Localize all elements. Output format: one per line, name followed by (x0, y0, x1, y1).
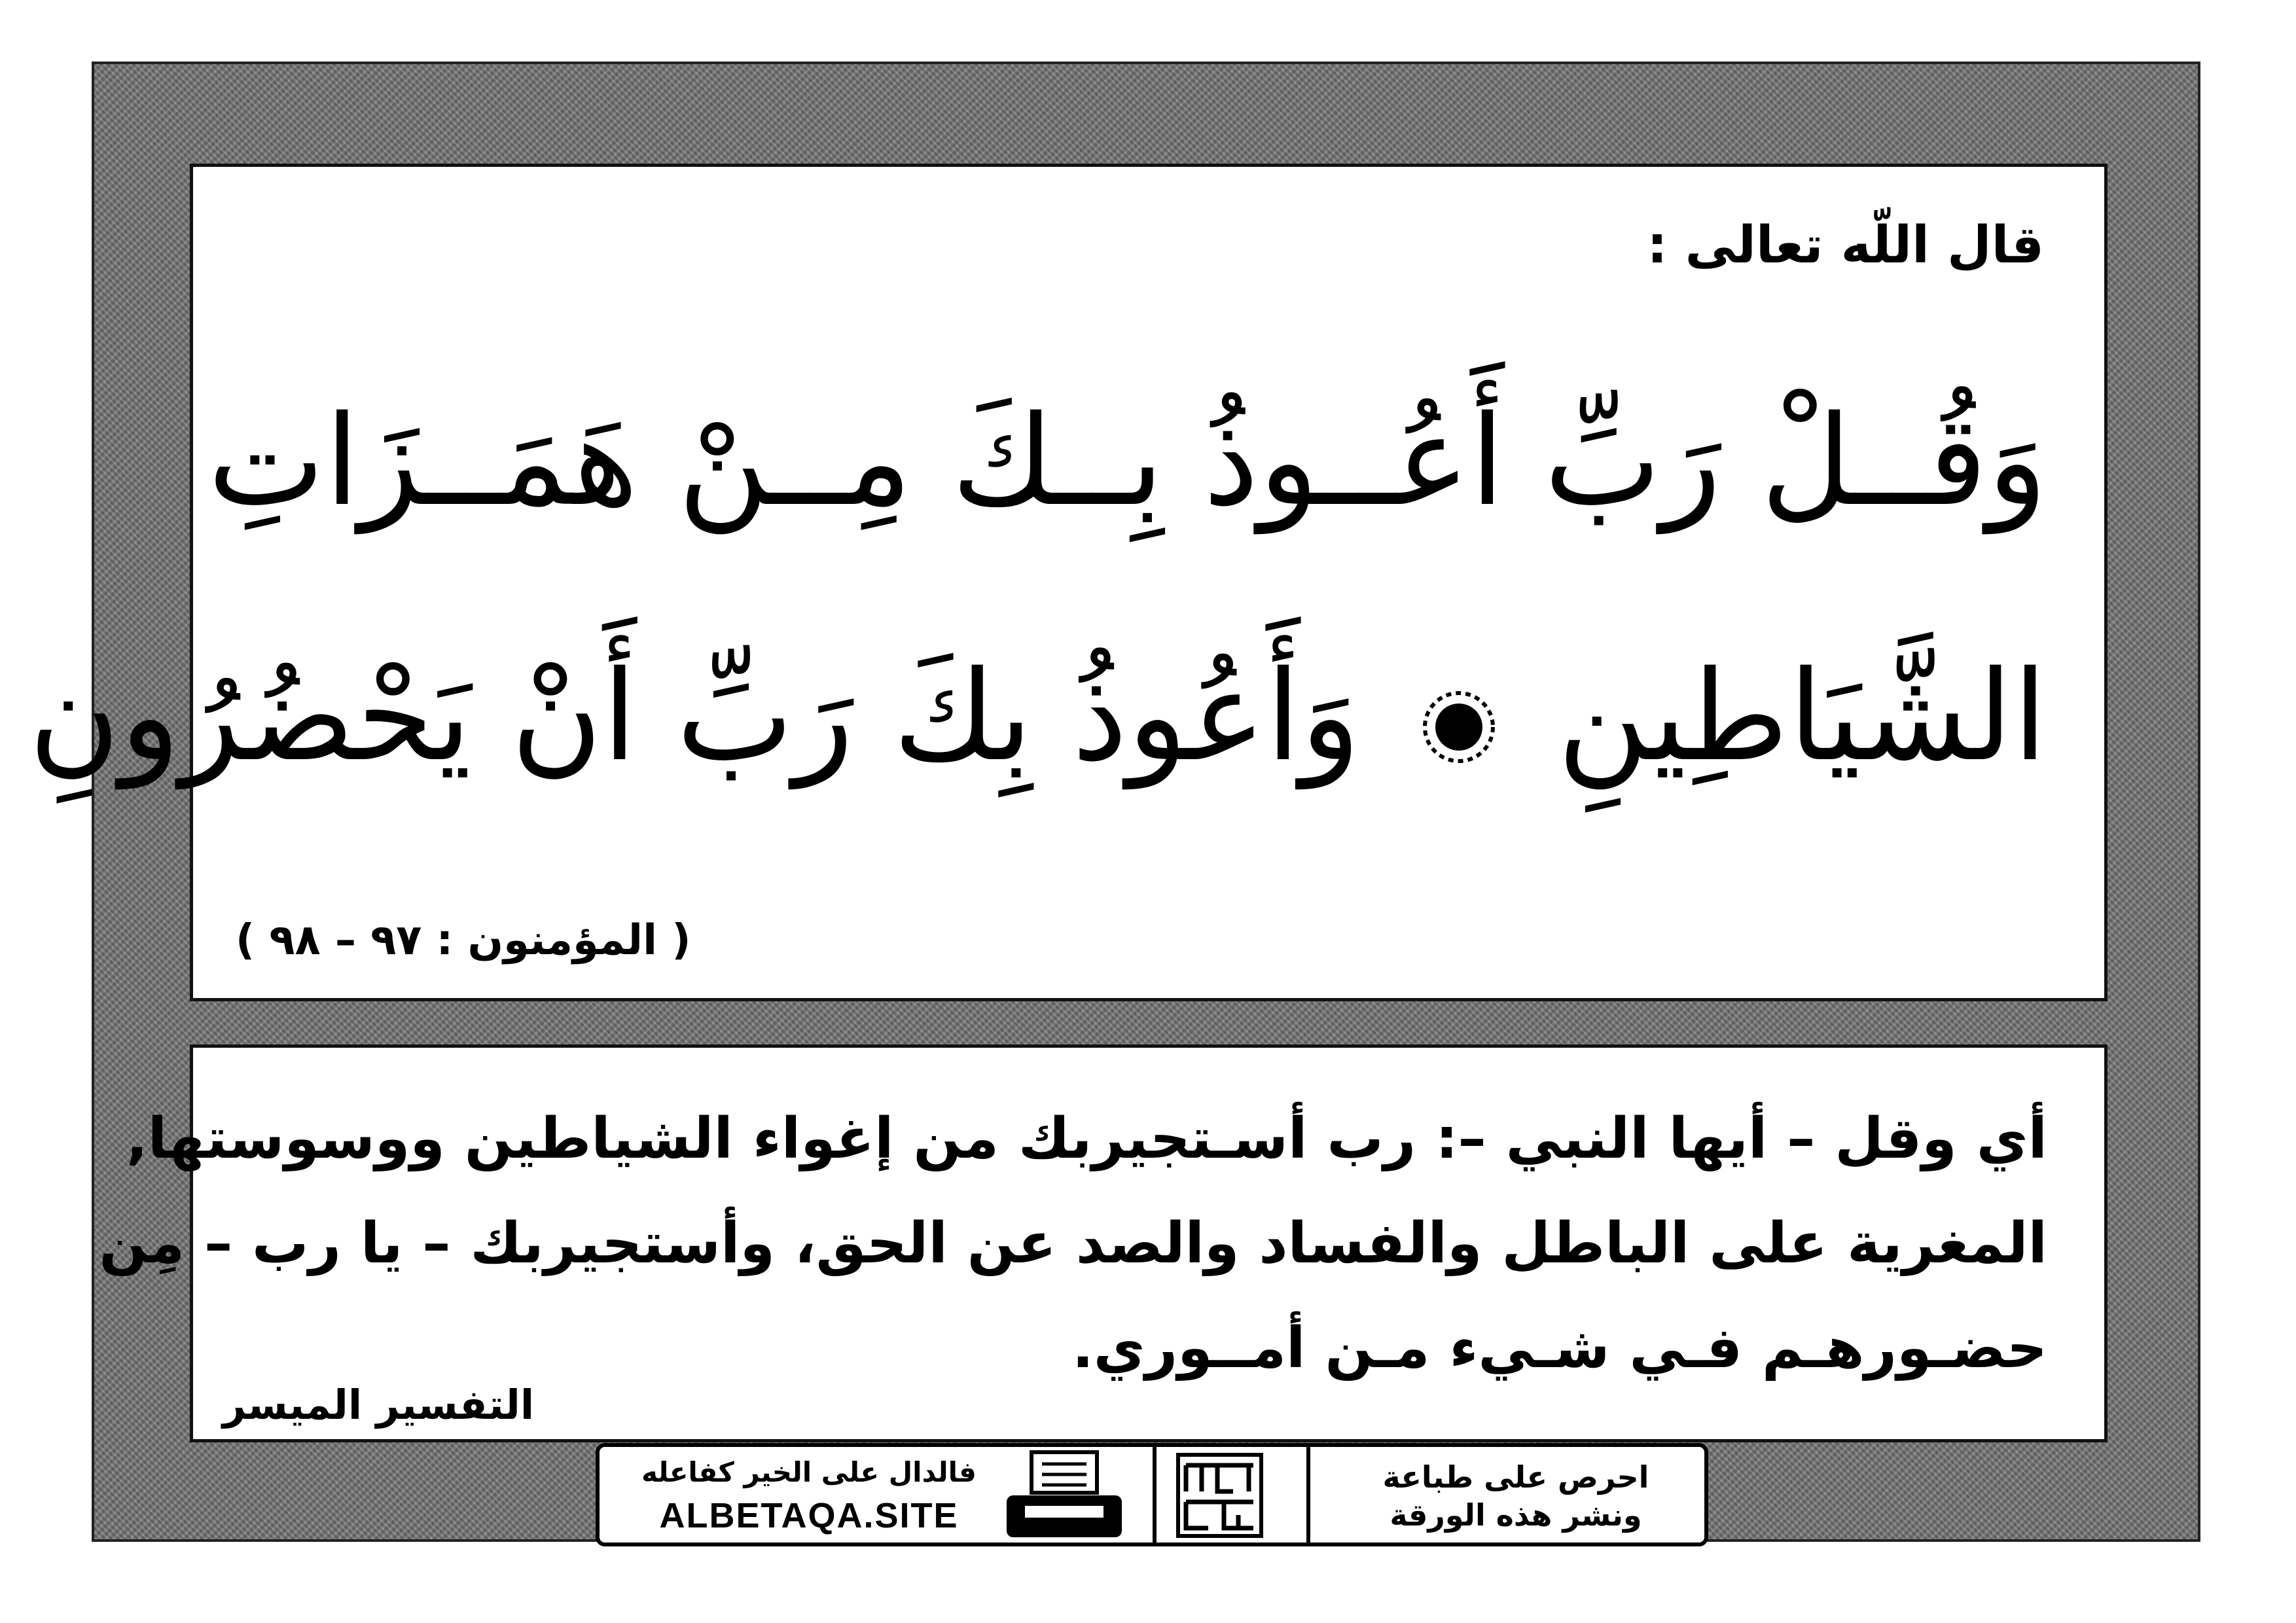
printer-icon (999, 1447, 1130, 1543)
footer-right-slogan-line-1: احرص على طباعة (1382, 1459, 1649, 1495)
logo-icon (1175, 1452, 1264, 1539)
site-link[interactable]: ALBETAQA.SITE (659, 1496, 959, 1535)
verse-line-2 (28, 644, 2047, 789)
footer-divider-2 (1306, 1447, 1310, 1543)
footer-banner (596, 1443, 1708, 1546)
verse-panel (190, 164, 2108, 1001)
footer-right-slogan-line-2: ونشر هذه الورقة (1390, 1497, 1642, 1533)
tafsir-line-2: المغرية على الباطل والفساد والصد عن الحق، وأستجيربك – يا رب – مِن (99, 1211, 2047, 1276)
footer-divider-1 (1153, 1447, 1157, 1543)
verse-line-1: وَقُــلْ رَبِّ أَعُــوذُ بِــكَ مِــنْ هَمَــزَاتِ (207, 389, 2047, 533)
footer-left-slogan: فالدال على الخير كفاعله (641, 1456, 977, 1488)
tafsir-source: التفسير الميسر (223, 1381, 535, 1429)
verse-line-2-start: الشَّيَاطِينِ (1557, 644, 2047, 789)
verse-line-2-end: وَأَعُوذُ بِكَ رَبِّ أَنْ يَحْضُرُونِ (28, 644, 1361, 789)
verse-reference: ( المؤمنون : ٩٧ – ٩٨ ) (236, 916, 691, 965)
tafsir-line-3: حضـورهـم فـي شـيء مـن أمــوري. (1072, 1315, 2047, 1381)
footer-right-slogan (1352, 1459, 1679, 1534)
verse-intro: قال اللّه تعالى : (1647, 216, 2044, 275)
verse-end-mark-icon (1420, 688, 1498, 766)
tafsir-line-1: أي وقل – أيها النبي –: رب أسـتجيربك من إغواء الشياطين ووسوستها, (126, 1106, 2047, 1171)
